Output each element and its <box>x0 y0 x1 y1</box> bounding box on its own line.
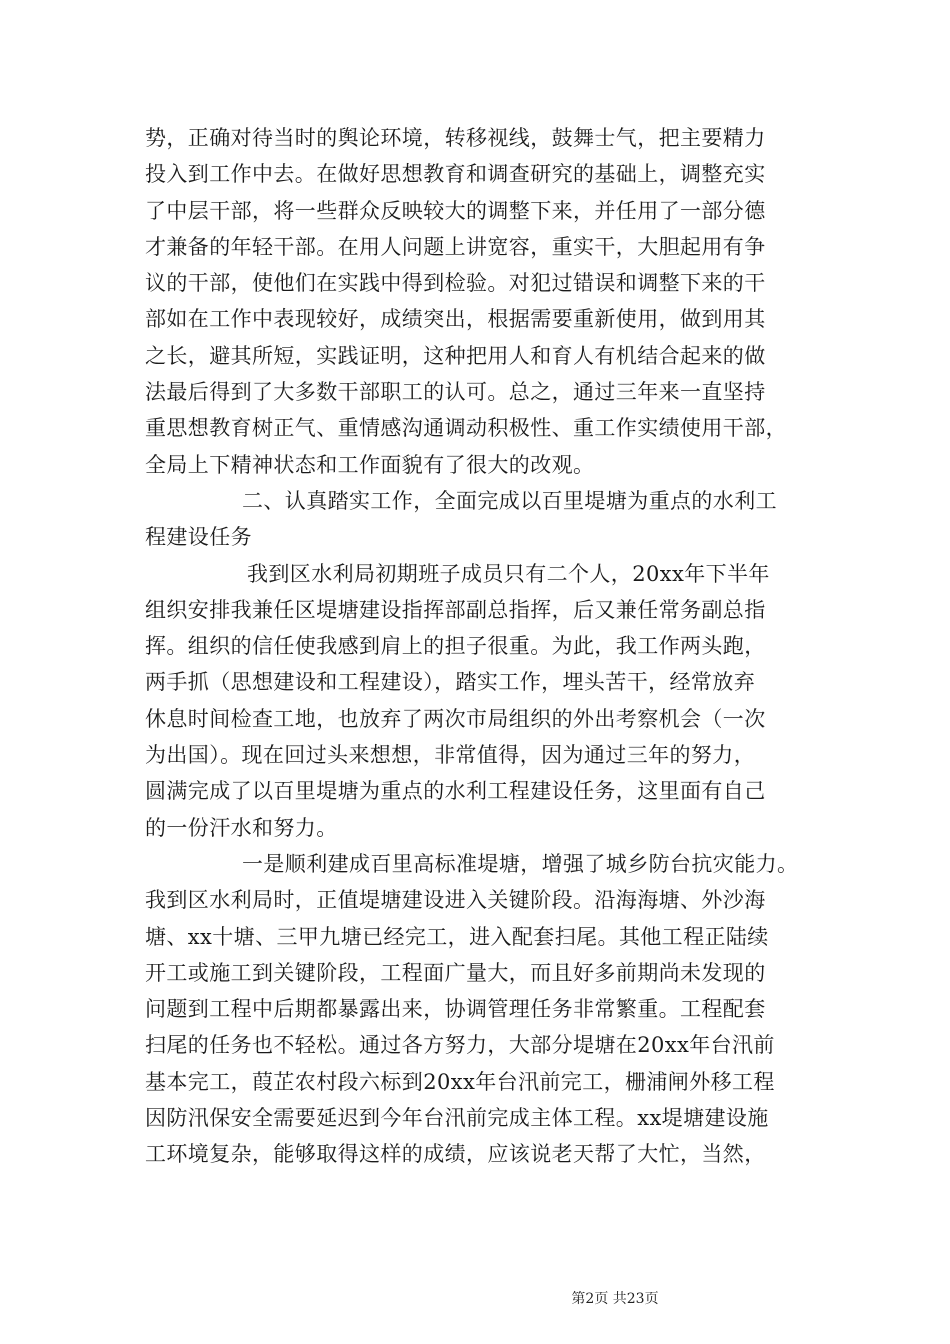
text-line: 两手抓（思想建设和工程建设），踏实工作，埋头苦干，经常放弃 <box>145 670 756 695</box>
text-line: 才兼备的年轻干部。在用人问题上讲宽容，重实干，大胆起用有争 <box>145 234 766 259</box>
text-line: 圆满完成了以百里堤塘为重点的水利工程建设任务，这里面有自己 <box>145 779 766 804</box>
text-line: 扫尾的任务也不轻松。通过各方努力，大部分堤塘在20xx年台汛前 <box>145 1033 775 1058</box>
text-line: 议的干部，使他们在实践中得到检验。对犯过错误和调整下来的干 <box>145 271 766 296</box>
text-line: 基本完工，葭芷农村段六标到20xx年台汛前完工，栅浦闸外移工程 <box>145 1069 775 1094</box>
text-line: 因防汛保安全需要延迟到今年台汛前完成主体工程。xx堤塘建设施 <box>145 1106 769 1131</box>
page-number-footer: 第2页 共23页 <box>571 1291 659 1307</box>
paragraph-start: 我到区水利局初期班子成员只有二个人，20xx年下半年 <box>247 561 770 586</box>
text-line: 为出国）。现在回过头来想想，非常值得，因为通过三年的努力， <box>145 743 756 768</box>
section-heading-continued: 程建设任务 <box>145 525 252 550</box>
text-line: 全局上下精神状态和工作面貌有了很大的改观。 <box>145 452 595 477</box>
text-line: 问题到工程中后期都暴露出来，协调管理任务非常繁重。工程配套 <box>145 997 766 1022</box>
text-line: 我到区水利局时，正值堤塘建设进入关键阶段。沿海海塘、外沙海 <box>145 888 766 913</box>
text-line: 挥。组织的信任使我感到肩上的担子很重。为此，我工作两头跑， <box>145 634 766 659</box>
text-line: 了中层干部，将一些群众反映较大的调整下来，并任用了一部分德 <box>145 198 766 223</box>
text-line: 法最后得到了大多数干部职工的认可。总之，通过三年来一直坚持 <box>145 380 766 405</box>
text-line: 投入到工作中去。在做好思想教育和调查研究的基础上，调整充实 <box>145 162 766 187</box>
text-line: 之长，避其所短，实践证明，这种把用人和育人有机结合起来的做 <box>145 343 766 368</box>
section-heading: 二、认真踏实工作，全面完成以百里堤塘为重点的水利工 <box>242 488 777 513</box>
text-line: 组织安排我兼任区堤塘建设指挥部副总指挥，后又兼任常务副总指 <box>145 597 766 622</box>
text-line: 开工或施工到关键阶段，工程面广量大，而且好多前期尚未发现的 <box>145 960 766 985</box>
text-line: 工环境复杂，能够取得这样的成绩，应该说老天帮了大忙，当然， <box>145 1142 766 1167</box>
text-line: 的一份汗水和努力。 <box>145 815 338 840</box>
text-line: 休息时间检查工地，也放弃了两次市局组织的外出考察机会（一次 <box>145 706 766 731</box>
text-line: 塘、xx十塘、三甲九塘已经完工，进入配套扫尾。其他工程正陆续 <box>145 924 769 949</box>
text-line: 势，正确对待当时的舆论环境，转移视线，鼓舞士气，把主要精力 <box>145 126 766 150</box>
text-line: 部如在工作中表现较好，成绩突出，根据需要重新使用，做到用其 <box>145 307 766 332</box>
paragraph-start: 一是顺利建成百里高标准堤塘，增强了城乡防台抗灾能力。 <box>242 851 799 876</box>
text-line: 重思想教育树正气、重情感沟通调动积极性、重工作实绩使用干部， <box>145 416 787 441</box>
document-body <box>145 120 825 1173</box>
